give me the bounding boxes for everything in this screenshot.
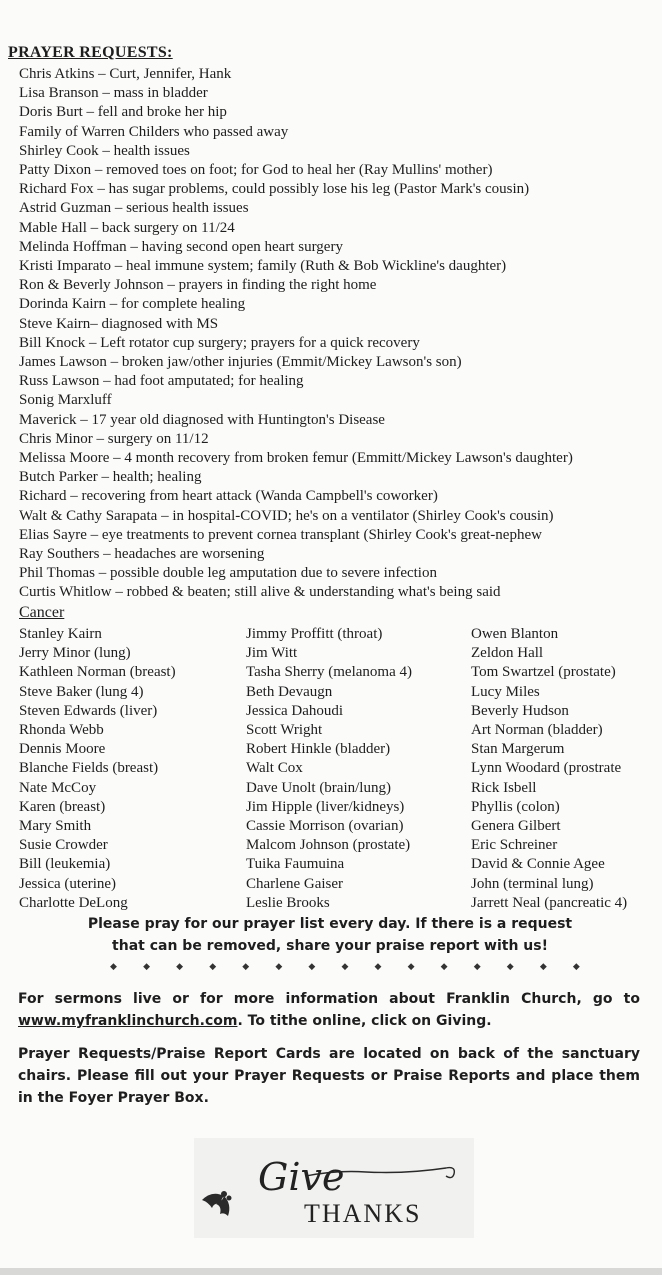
cancer-name-item: Susie Crowder <box>19 837 108 854</box>
cancer-name-item: Bill (leukemia) <box>19 856 111 873</box>
cancer-name-item: Kathleen Norman (breast) <box>19 664 176 681</box>
give-thanks-logo <box>194 1138 474 1238</box>
prayer-requests-title: PRAYER REQUESTS: <box>8 44 173 61</box>
prayer-request-item: Bill Knock – Left rotator cup surgery; prayers for a quick recovery <box>19 334 420 351</box>
cancer-name-item: David & Connie Agee <box>471 856 605 873</box>
diamond-icon: ◆ <box>143 962 150 972</box>
prayer-request-item: Butch Parker – health; healing <box>19 469 202 486</box>
cancer-name-item: Eric Schreiner <box>471 837 558 854</box>
cancer-name-item: Rick Isbell <box>471 779 537 796</box>
prayer-request-item: Melissa Moore – 4 month recovery from broken femur (Emmitt/Mickey Lawson's daughter) <box>19 450 573 467</box>
cancer-name-item: Beth Devaugn <box>246 683 333 700</box>
prayer-request-item: Richard Fox – has sugar problems, could possibly lose his leg (Pastor Mark's cousin) <box>19 181 530 198</box>
cancer-name-item: Beverly Hudson <box>471 702 569 719</box>
cancer-name-item: Nate McCoy <box>19 779 97 796</box>
prayer-request-item: Melinda Hoffman – having second open heart surgery <box>19 238 343 255</box>
cancer-heading: Cancer <box>19 604 65 621</box>
cancer-name-item: Tom Swartzel (prostate) <box>471 664 616 681</box>
cancer-name-item: Stan Margerum <box>471 741 565 758</box>
cancer-name-item: Jessica Dahoudi <box>246 702 344 719</box>
logo-script-word: Give <box>258 1155 345 1199</box>
cancer-column-3 <box>471 625 627 913</box>
pray-note-line-2: that can be removed, share your praise report with us! <box>112 938 548 954</box>
prayer-request-item: Ron & Beverly Johnson – prayers in finding the right home <box>19 277 377 294</box>
diamond-icon: ◆ <box>539 962 547 972</box>
cancer-name-item: Karen (breast) <box>19 798 106 815</box>
diamond-icon: ◆ <box>176 962 184 972</box>
cancer-name-item: Stanley Kairn <box>19 626 102 642</box>
prayer-request-item: Mable Hall – back surgery on 11/24 <box>19 219 235 236</box>
cancer-name-item: Genera Gilbert <box>471 818 561 835</box>
diamond-icon: ◆ <box>407 962 415 972</box>
cancer-name-item: Cassie Morrison (ovarian) <box>246 818 404 835</box>
diamond-icon: ◆ <box>341 962 349 972</box>
diamond-icon: ◆ <box>473 962 481 972</box>
prayer-request-item: Chris Atkins – Curt, Jennifer, Hank <box>19 66 232 82</box>
cancer-name-item: Scott Wright <box>246 722 323 739</box>
pray-note <box>60 913 600 957</box>
diamond-icon: ◆ <box>110 962 117 972</box>
cancer-name-item: Jerry Minor (lung) <box>19 645 131 662</box>
diamond-icon: ◆ <box>374 962 382 972</box>
cancer-name-item: Jarrett Neal (pancreatic 4) <box>471 894 628 911</box>
prayer-request-item: James Lawson – broken jaw/other injuries (Emmit/Mickey Lawson's son) <box>19 354 462 371</box>
cancer-name-item: Mary Smith <box>19 818 92 835</box>
diamond-icon: ◆ <box>572 962 580 972</box>
prayer-cards-paragraph: Prayer Requests/Praise Report Cards are located on back of the sanctuary chairs. Please fill out your Prayer Requests or Praise Reports and place them in the Foyer Prayer Box. <box>18 1046 640 1106</box>
prayer-request-item: Patty Dixon – removed toes on foot; for God to heal her (Ray Mullins' mother) <box>19 162 493 179</box>
prayer-request-item: Kristi Imparato – heal immune system; family (Ruth & Bob Wickline's daughter) <box>19 258 507 275</box>
diamond-icon: ◆ <box>242 962 250 972</box>
prayer-request-item: Russ Lawson – had foot amputated; for healing <box>19 373 304 390</box>
cancer-name-item: Malcom Johnson (prostate) <box>246 837 411 854</box>
cancer-name-item: Lucy Miles <box>471 683 540 700</box>
diamond-icon: ◆ <box>308 962 316 972</box>
prayer-request-item: Elias Sayre – eye treatments to prevent cornea transplant (Shirley Cook's great-nephew <box>19 526 542 543</box>
diamond-divider <box>110 962 580 972</box>
prayer-request-item: Lisa Branson – mass in bladder <box>19 85 208 102</box>
cancer-name-item: Owen Blanton <box>471 626 559 642</box>
cancer-name-item: Steven Edwards (liver) <box>19 702 158 719</box>
prayer-request-item: Walt & Cathy Sarapata – in hospital-COVID; he's on a ventilator (Shirley Cook's cousin) <box>19 507 554 524</box>
church-website-link[interactable]: www.myfranklinchurch.com <box>18 1013 238 1029</box>
prayer-request-item: Ray Southers – headaches are worsening <box>19 546 265 563</box>
cancer-name-item: Blanche Fields (breast) <box>19 760 159 777</box>
cancer-name-item: Jim Witt <box>246 645 298 662</box>
prayer-request-item: Phil Thomas – possible double leg amputation due to severe infection <box>19 565 437 582</box>
sermons-info-text: For sermons live or for more information about Franklin Church, go to <box>18 991 640 1007</box>
logo-caps-word: THANKS <box>304 1199 422 1228</box>
diamond-icon: ◆ <box>209 962 217 972</box>
cancer-name-item: Rhonda Webb <box>19 722 104 739</box>
prayer-request-item: Sonig Marxluff <box>19 392 112 409</box>
prayer-request-item: Astrid Guzman – serious health issues <box>19 200 249 217</box>
prayer-request-item: Shirley Cook – health issues <box>19 142 190 159</box>
cancer-name-item: Phyllis (colon) <box>471 798 560 815</box>
prayer-request-list <box>19 65 659 603</box>
cancer-name-item: Lynn Woodard (prostrate <box>471 760 622 777</box>
diamond-icon: ◆ <box>440 962 448 972</box>
cancer-column-2 <box>246 625 412 913</box>
prayer-request-item: Dorinda Kairn – for complete healing <box>19 296 246 313</box>
prayer-request-item: Chris Minor – surgery on 11/12 <box>19 430 209 447</box>
sermons-info-tail: . To tithe online, click on Giving. <box>237 1013 492 1029</box>
scan-edge <box>0 1268 662 1275</box>
cancer-name-item: Dave Unolt (brain/lung) <box>246 779 391 796</box>
prayer-request-item: Family of Warren Childers who passed away <box>19 123 289 140</box>
cancer-name-item: John (terminal lung) <box>471 875 594 892</box>
cancer-name-item: Leslie Brooks <box>246 894 330 911</box>
prayer-request-item: Steve Kairn– diagnosed with MS <box>19 315 219 332</box>
prayer-request-item: Maverick – 17 year old diagnosed with Huntington's Disease <box>19 411 385 428</box>
cancer-name-item: Walt Cox <box>246 760 303 777</box>
cancer-name-item: Tasha Sherry (melanoma 4) <box>246 664 412 681</box>
cancer-name-item: Charlene Gaiser <box>246 875 344 892</box>
diamond-icon: ◆ <box>275 962 283 972</box>
cancer-name-item: Jim Hipple (liver/kidneys) <box>246 798 405 815</box>
cancer-name-item: Steve Baker (lung 4) <box>19 683 144 700</box>
prayer-request-item: Richard – recovering from heart attack (Wanda Campbell's coworker) <box>19 488 438 505</box>
cancer-name-item: Robert Hinkle (bladder) <box>246 741 391 758</box>
cancer-name-item: Jimmy Proffitt (throat) <box>246 626 383 642</box>
cancer-name-item: Art Norman (bladder) <box>471 722 603 739</box>
cancer-name-item: Jessica (uterine) <box>19 875 117 892</box>
cancer-name-item: Charlotte DeLong <box>19 894 128 911</box>
sermons-info-paragraph <box>18 988 640 1032</box>
pray-note-line-1: Please pray for our prayer list every day. If there is a request <box>87 916 573 932</box>
prayer-request-item: Doris Burt – fell and broke her hip <box>19 104 227 121</box>
cancer-name-item: Zeldon Hall <box>471 645 544 662</box>
diamond-icon: ◆ <box>506 962 514 972</box>
cancer-column-1 <box>19 625 176 913</box>
prayer-request-item: Curtis Whitlow – robbed & beaten; still alive & understanding what's being said <box>19 584 501 601</box>
cancer-name-item: Dennis Moore <box>19 741 106 758</box>
cancer-name-item: Tuika Faumuina <box>246 856 345 873</box>
